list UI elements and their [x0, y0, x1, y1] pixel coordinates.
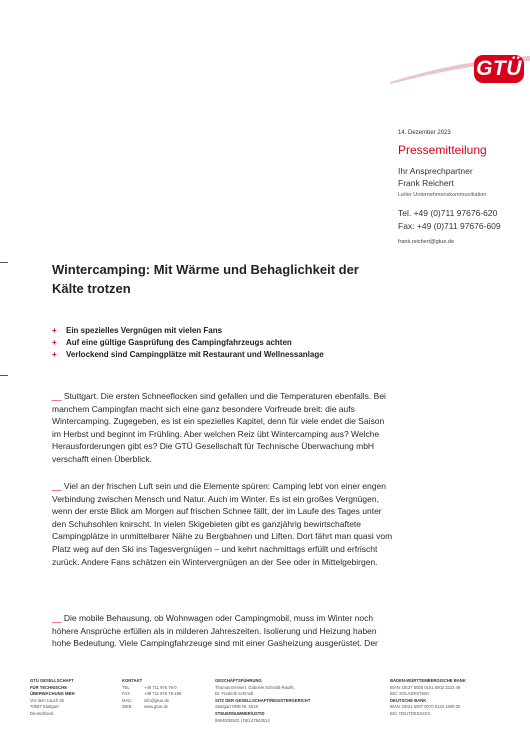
contact-role: Leiter Unternehmenskommunikation — [398, 192, 487, 198]
contact-fax: Fax: +49 (0)711 97676-609 — [398, 221, 501, 231]
paragraph-marker: __ — [52, 481, 62, 491]
contact-name: Frank Reichert — [398, 178, 454, 188]
gtu-logo: GTÜ — [474, 55, 524, 83]
key-point: + Auf eine gültige Gasprüfung des Campingfahrzeugs achten — [52, 338, 292, 347]
plus-icon: + — [52, 326, 57, 335]
contact-email: frank.reichert@gtue.de — [398, 239, 455, 245]
punch-mark — [0, 375, 8, 376]
footer-company: GTÜ GESELLSCHAFT FÜR TECHNISCHE ÜBERWACHUNG MBH Vor dem Lauch 25 70567 Stuttgart Deutschland — [30, 678, 75, 716]
footer-management: GESCHÄFTSFÜHRUNG Thomas Emmert, Gabriele Schmidt-Raulfs, Dr. Frederik Schmidt SITZ DER GESELLSCHAFT/REGISTERGERICHT Stuttgart HRB Nr. 5618 STEUERNUMMER/USTID 99040/36522 | DE147843514 — [215, 678, 311, 723]
footer-email-link[interactable]: info@gtue.de — [144, 697, 169, 703]
contact-label: Ihr Ansprechpartner — [398, 166, 473, 176]
body-paragraph: __ Viel an der frischen Luft sein und die Elemente spüren: Camping lebt von einer engen Verbindung zwischen Mensch und Natur. Auch im Winter. Es ist ein großes Vergnügen, wenn der erste Blick am Morgen auf frischen Schnee fällt, der im Laufe des Tages unter den Schuhsohlen knirscht. In vielen Skigebieten gibt es ganzjährig bewirtschaftete Campingplätze in unmittelbarer Nähe zu Bergbahnen und Liften. Dort fährt man quasi vom Platz weg auf den Ski ins Tagesvergnügen – und kehrt nachmittags erfüllt und erfrischt zurück. Andere Fans schätzen ein Wintervergnügen an der See oder in Mittelgebirgen. — [52, 481, 393, 567]
contact-phone: Tel. +49 (0)711 97676-620 — [398, 208, 498, 218]
paragraph-marker: __ — [52, 391, 62, 401]
footer-web-link[interactable]: www.gtue.de — [144, 704, 168, 710]
headline: Wintercamping: Mit Wärme und Behaglichkeit der Kälte trotzen — [52, 262, 359, 296]
document-type: Pressemitteilung — [398, 143, 487, 157]
footer-contact: KONTAKT TEL +49 711 976 76-0 FAX +49 711 976 76-199 MAIL info@gtue.de WEB www.gtue.de — [122, 678, 182, 710]
plus-icon: + — [52, 350, 57, 359]
key-points-list — [52, 325, 382, 361]
body-paragraph: __ Die mobile Behausung, ob Wohnwagen oder Campingmobil, muss im Winter noch höhere Ansprüche erfüllen als in milderen Jahreszeiten. Isolierung und Heizung haben hohe Bedeutung. Viele Campingfahrzeuge sind mit einer Gasheizung ausgerüstet. Der — [52, 613, 378, 649]
fold-mark — [0, 262, 8, 263]
key-point: + Verlockend sind Campingplätze mit Restaurant und Wellnessanlage — [52, 350, 324, 359]
plus-icon: + — [52, 338, 57, 347]
footer-bank: BADEN-WÜRTTEMBERGISCHE BANK IBAN: DE37 6005 0101 0002 3223 46 BIC: SOLADEST600 DEUTSCHE BANK IBAN: DE21 6007 0070 0134 1809 00 BIC: DEUTDESSXXX — [390, 678, 466, 716]
body-paragraph: __ Stuttgart. Die ersten Schneeflocken sind gefallen und die Temperaturen ebenfalls. Bei manchem Campingfan macht sich eine ganz besondere Vorfreude breit: die aufs Wintercamping. Zugegeben, es ist ein spezielles Kapitel, denn für viele endet die Saison im Herbst und beginnt im Frühling. Aber welchen Reiz übt Wintercamping aus? Welche Herausforderungen gibt es? Die GTÜ Gesellschaft für Technische Überwachung mbH verschafft einen Überblick. — [52, 391, 386, 464]
key-point: + Ein spezielles Vergnügen mit vielen Fans — [52, 326, 223, 335]
paragraph-marker: __ — [52, 613, 62, 623]
release-date: 14. Dezember 2023 — [398, 130, 451, 136]
